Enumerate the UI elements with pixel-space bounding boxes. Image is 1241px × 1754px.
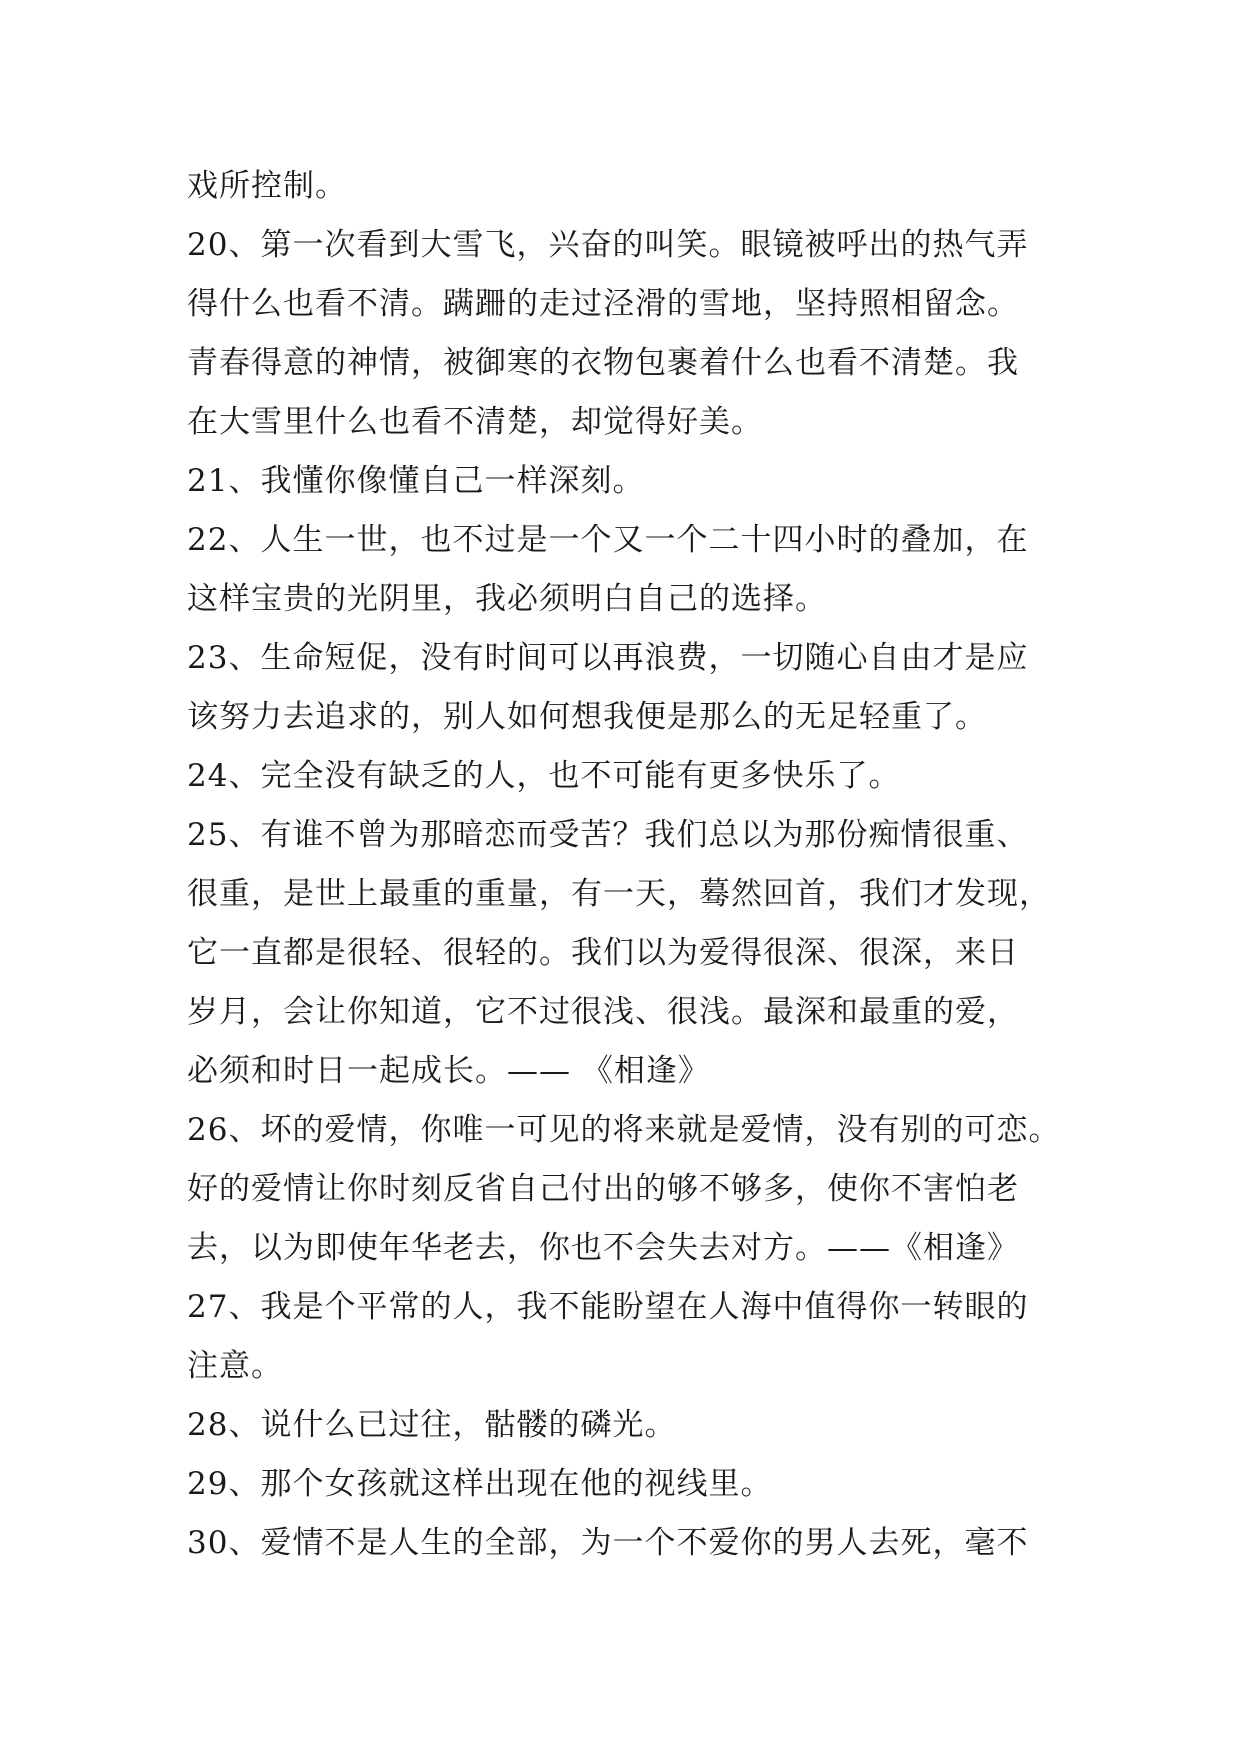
text-line: 24、完全没有缺乏的人，也不可能有更多快乐了。 <box>187 758 901 794</box>
text-line: 25、有谁不曾为那暗恋而受苦？我们总以为那份痴情很重、 <box>187 817 1029 853</box>
text-line: 27、我是个平常的人，我不能盼望在人海中值得你一转眼的 <box>187 1289 1029 1325</box>
text-line: 注意。 <box>187 1348 283 1384</box>
text-line: 26、坏的爱情，你唯一可见的将来就是爱情，没有别的可恋。 <box>187 1112 1061 1148</box>
text-line: 必须和时日一起成长。—— 《相逢》 <box>187 1053 710 1089</box>
text-line: 去，以为即使年华老去，你也不会失去对方。——《相逢》 <box>187 1230 1019 1266</box>
text-line: 30、爱情不是人生的全部，为一个不爱你的男人去死，毫不 <box>187 1525 1029 1561</box>
text-line: 戏所控制。 <box>187 168 347 204</box>
text-line: 青春得意的神情，被御寒的衣物包裹着什么也看不清楚。我 <box>187 345 1019 381</box>
text-line: 它一直都是很轻、很轻的。我们以为爱得很深、很深，来日 <box>187 935 1019 971</box>
text-line: 22、人生一世，也不过是一个又一个二十四小时的叠加，在 <box>187 522 1029 558</box>
text-line: 在大雪里什么也看不清楚，却觉得好美。 <box>187 404 763 440</box>
text-line: 20、第一次看到大雪飞，兴奋的叫笑。眼镜被呼出的热气弄 <box>187 227 1029 263</box>
text-line: 这样宝贵的光阴里，我必须明白自己的选择。 <box>187 581 827 617</box>
text-line: 29、那个女孩就这样出现在他的视线里。 <box>187 1466 773 1502</box>
document-text-body <box>187 157 1087 1573</box>
text-line: 28、说什么已过往，骷髅的磷光。 <box>187 1407 677 1443</box>
text-line: 21、我懂你像懂自己一样深刻。 <box>187 463 645 499</box>
text-line: 好的爱情让你时刻反省自己付出的够不够多，使你不害怕老 <box>187 1171 1019 1207</box>
text-line: 该努力去追求的，别人如何想我便是那么的无足轻重了。 <box>187 699 987 735</box>
text-line: 得什么也看不清。蹒跚的走过泾滑的雪地，坚持照相留念。 <box>187 286 1019 322</box>
text-line: 23、生命短促，没有时间可以再浪费，一切随心自由才是应 <box>187 640 1029 676</box>
text-line: 很重，是世上最重的重量，有一天，蓦然回首，我们才发现， <box>187 876 1051 912</box>
text-line: 岁月，会让你知道，它不过很浅、很浅。最深和最重的爱， <box>187 994 1019 1030</box>
